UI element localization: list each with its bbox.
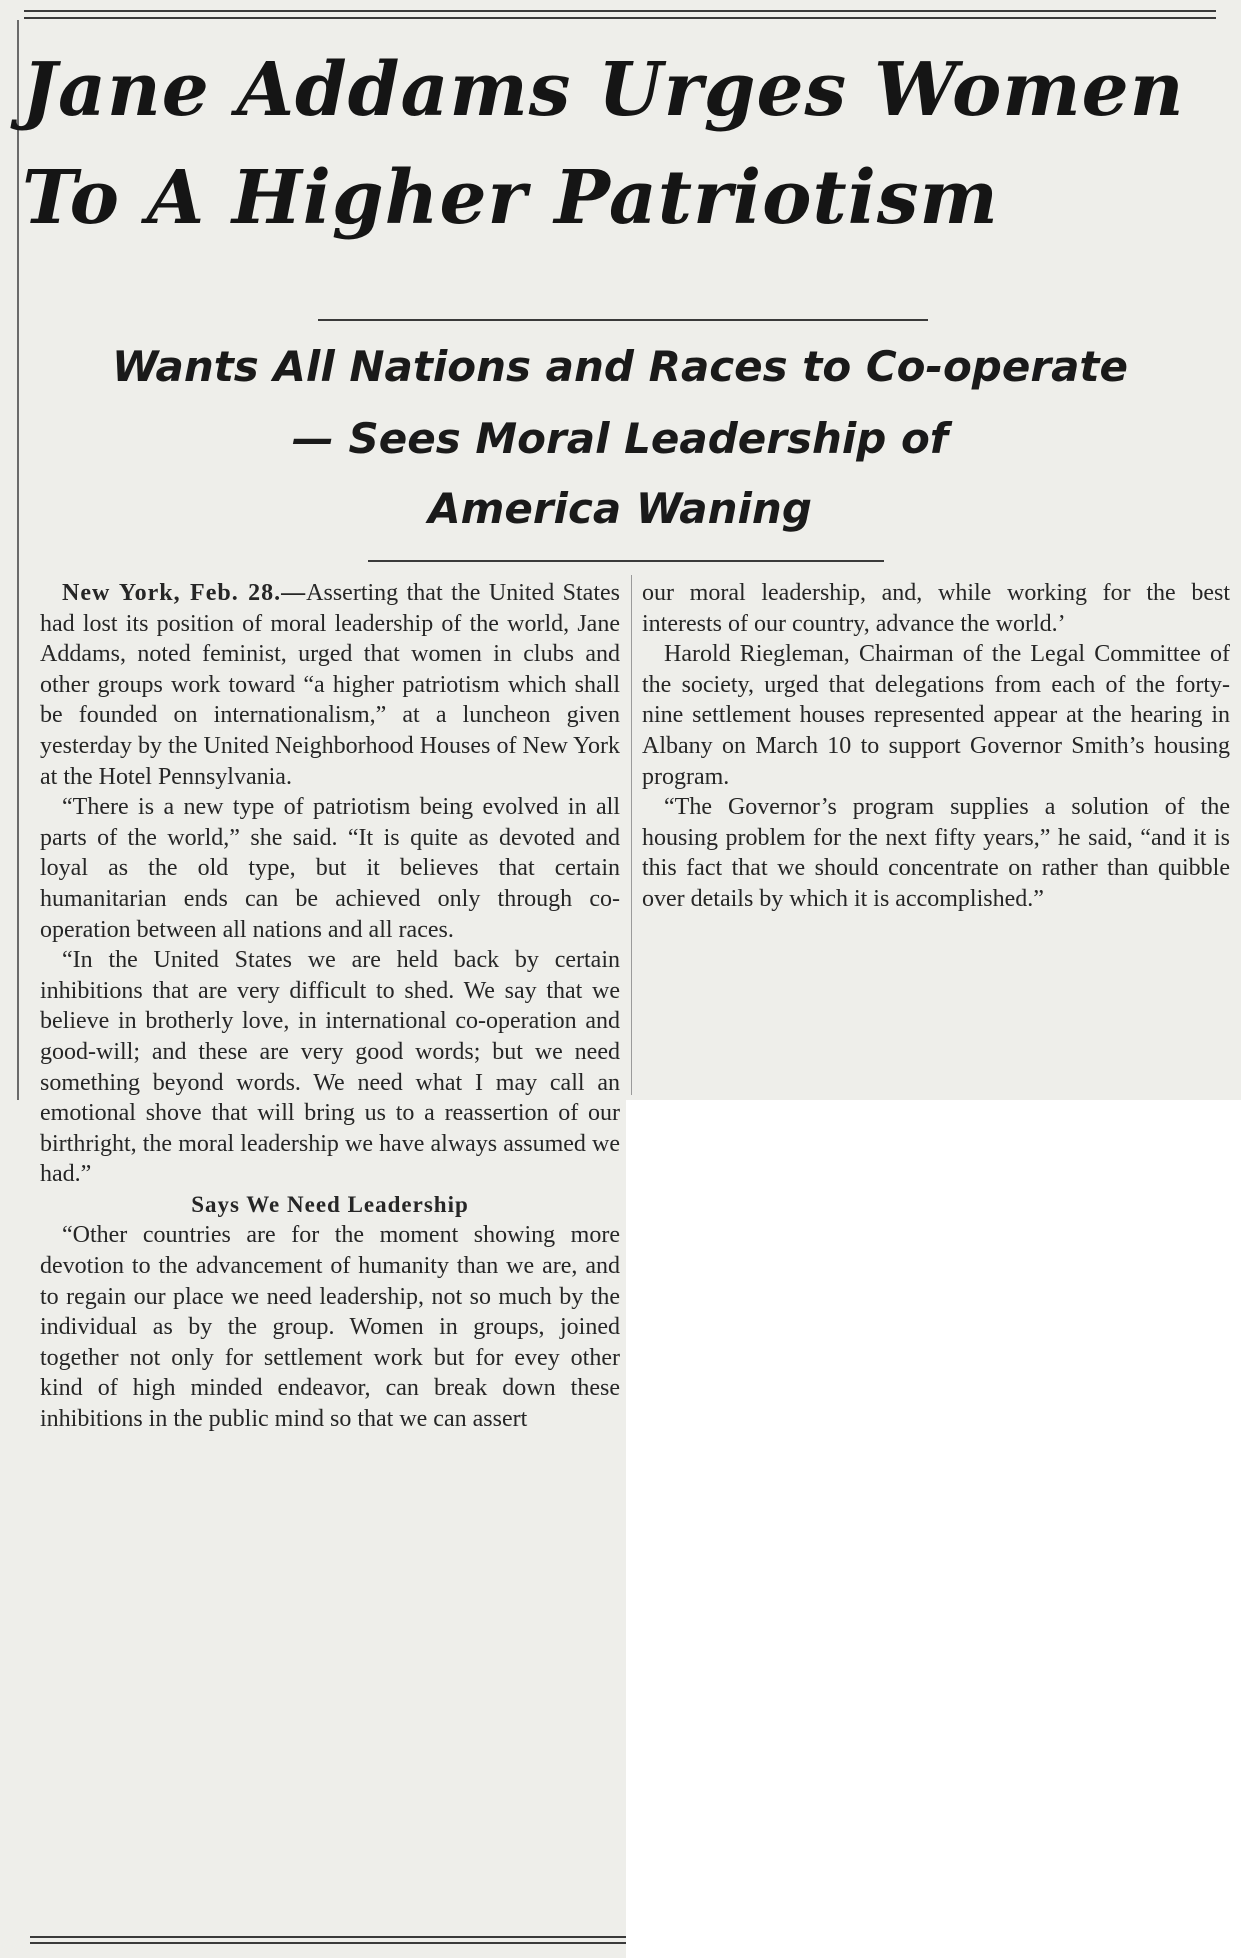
article-column-left: [40, 578, 620, 1435]
article-paragraph-5: our moral leadership, and, while working for the best interests of our country, advance the world.’: [642, 580, 1230, 637]
article-paragraph-7: “The Governor’s program supplies a solution of the housing problem for the next fifty years,” he said, “and it is this fact that we should concentrate on rather than quibble over details by which it is accomplished.”: [642, 794, 1230, 912]
article-paragraph-4: “Other countries are for the moment showing more devotion to the advancement of humanity than we are, and to regain our place we need leadership, not so much by the individual as by the group. Women in groups, joined together not only for settlement work but for evey other kind of high minded endeavor, can break down these inhibitions in the public mind so that we can assert: [40, 1222, 620, 1433]
dateline: New York, Feb. 28.—: [62, 580, 307, 606]
article-paragraph-3: “In the United States we are held back by certain inhibitions that are very difficult to shed. We say that we believe in brotherly love, in international co-operation and good-will; and these are very good words; but we need something beyond words. We need what I may call an emotional shove that will bring us to a reassertion of our birthright, the moral leadership we have always assumed we had.”: [40, 947, 620, 1188]
top-double-rule-lower: [24, 17, 1216, 19]
crosshead: Says We Need Leadership: [191, 1191, 469, 1217]
bottom-double-rule-lower: [30, 1942, 626, 1944]
headline-line-2: To A Higher Patriotism: [22, 155, 999, 241]
article-paragraph-2: “There is a new type of patriotism being evolved in all parts of the world,” she said. “It is quite as devoted and loyal as the old type, but it believes that certain humanitarian ends can be achieved only through co-operation between all nations and all races.: [40, 794, 620, 943]
top-double-rule-upper: [24, 10, 1216, 12]
headline-rule: [318, 319, 928, 321]
article-column-right: [642, 578, 1230, 915]
headline-line-1: Jane Addams Urges Women: [22, 47, 1185, 133]
subhead-line-2: — Sees Moral Leadership of: [291, 414, 949, 463]
article-paragraph-1: [40, 578, 620, 792]
subhead-line-3: America Waning: [428, 484, 812, 533]
subhead-rule: [368, 560, 884, 562]
left-edge-rule: [17, 20, 19, 1100]
bottom-double-rule-upper: [30, 1936, 626, 1938]
column-divider: [631, 575, 632, 1095]
article-paragraph-6: Harold Riegleman, Chairman of the Legal Committee of the society, urged that delegations from each of the forty-nine settlement houses represented appear at the hearing in Albany on March 10 to support Governor Smith’s housing program.: [642, 641, 1230, 790]
paragraph-1-body: Asserting that the United States had lost its position of moral leadership of the world, Jane Addams, noted feminist, urged that women in clubs and other groups work toward “a higher patriotism which shall be founded on internationalism,” at a luncheon given yesterday by the United Neighborhood Houses of New York at the Hotel Pennsylvania.: [40, 580, 620, 790]
subhead-line-1: Wants All Nations and Races to Co-operate: [112, 342, 1128, 391]
